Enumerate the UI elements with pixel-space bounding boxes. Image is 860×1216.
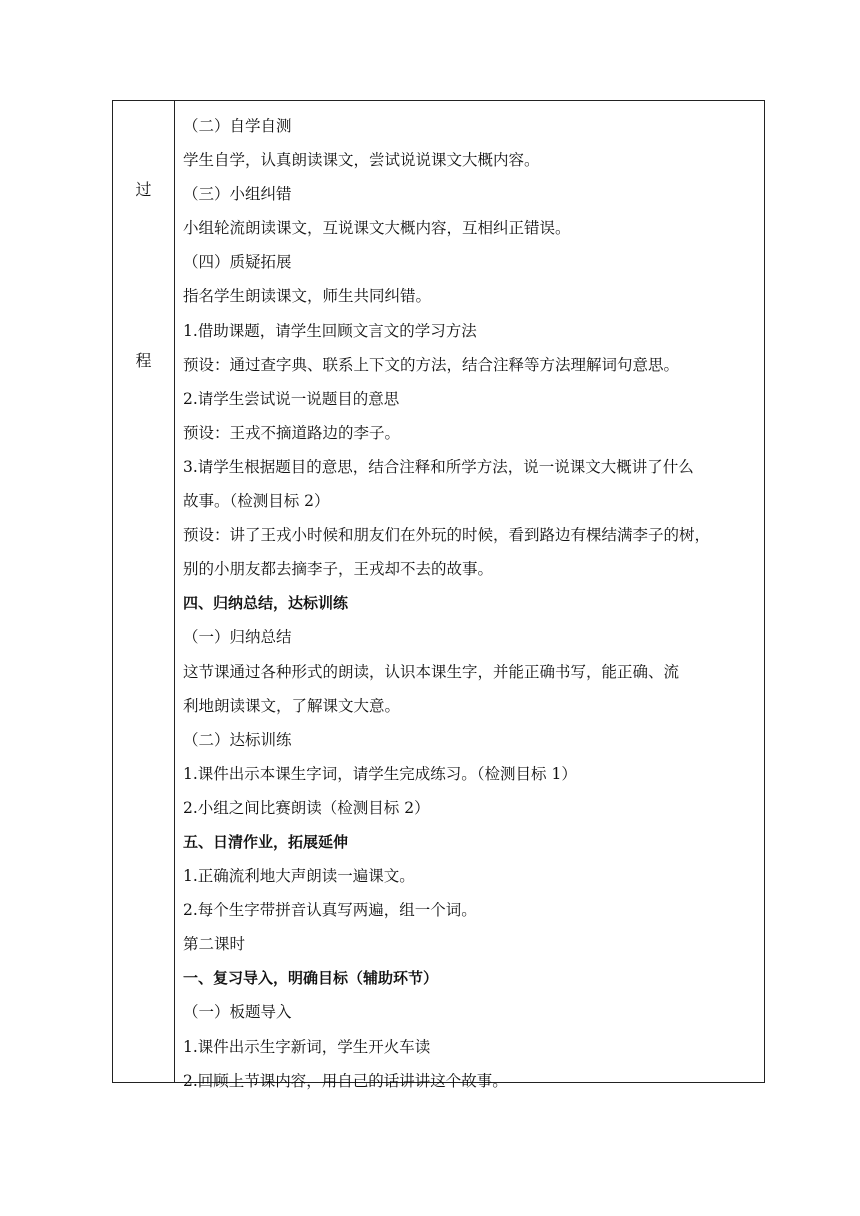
section-heading: 四、归纳总结，达标训练 [183,594,349,613]
text-line: 3.请学生根据题目的意思，结合注释和所学方法，说一说课文大概讲了什么 [183,457,694,476]
text-line: 1.借助课题，请学生回顾文言文的学习方法 [183,321,477,340]
text-line: 2.请学生尝试说一说题目的意思 [183,389,400,408]
text-line: 预设：通过查字典、联系上下文的方法，结合注释等方法理解词句意思。 [183,355,680,374]
column-label-bottom: 程 [135,351,152,370]
text-line: 预设：讲了王戎小时候和朋友们在外玩的时候，看到路边有棵结满李子的树， [183,526,711,545]
section-heading: 五、日清作业，拓展延伸 [183,832,349,851]
text-line: 1.课件出示生字新词，学生开火车读 [183,1037,431,1056]
column-divider [174,101,175,1082]
text-line: 故事。（检测目标 2） [183,492,330,511]
text-line: 学生自学，认真朗读课文，尝试说说课文大概内容。 [183,151,540,170]
text-line: 小组轮流朗读课文，互说课文大概内容，互相纠正错误。 [183,219,571,238]
text-line: （一）板题导入 [183,1003,292,1022]
text-line: 第二课时 [183,935,246,954]
column-label-top: 过 [135,180,152,199]
text-line: 2.回顾上节课内容，用自己的话讲讲这个故事。 [183,1071,508,1090]
text-line: 利地朗读课文，了解课文大意。 [183,696,401,715]
text-line: 1.课件出示本课生字词，请学生完成练习。（检测目标 1） [183,764,577,783]
text-line: 2.小组之间比赛朗读（检测目标 2） [183,798,430,817]
text-line: （三）小组纠错 [183,185,292,204]
content-cell [183,109,758,1098]
text-line: 2.每个生字带拼音认真写两遍，组一个词。 [183,901,477,920]
text-line: （二）达标训练 [183,730,292,749]
text-line: 这节课通过各种形式的朗读，认识本课生字，并能正确书写，能正确、流 [183,662,680,681]
lesson-table [112,100,765,1090]
text-line: 预设：王戎不摘道路边的李子。 [183,423,401,442]
text-line: 别的小朋友都去摘李子，王戎却不去的故事。 [183,560,494,579]
text-line: （二）自学自测 [183,117,292,135]
text-line: （四）质疑拓展 [183,253,292,272]
section-heading: 一、复习导入，明确目标（辅助环节） [183,969,439,988]
text-line: 指名学生朗读课文，师生共同纠错。 [183,287,432,306]
text-line: （一）归纳总结 [183,628,292,647]
text-line: 1.正确流利地大声朗读一遍课文。 [183,867,415,886]
